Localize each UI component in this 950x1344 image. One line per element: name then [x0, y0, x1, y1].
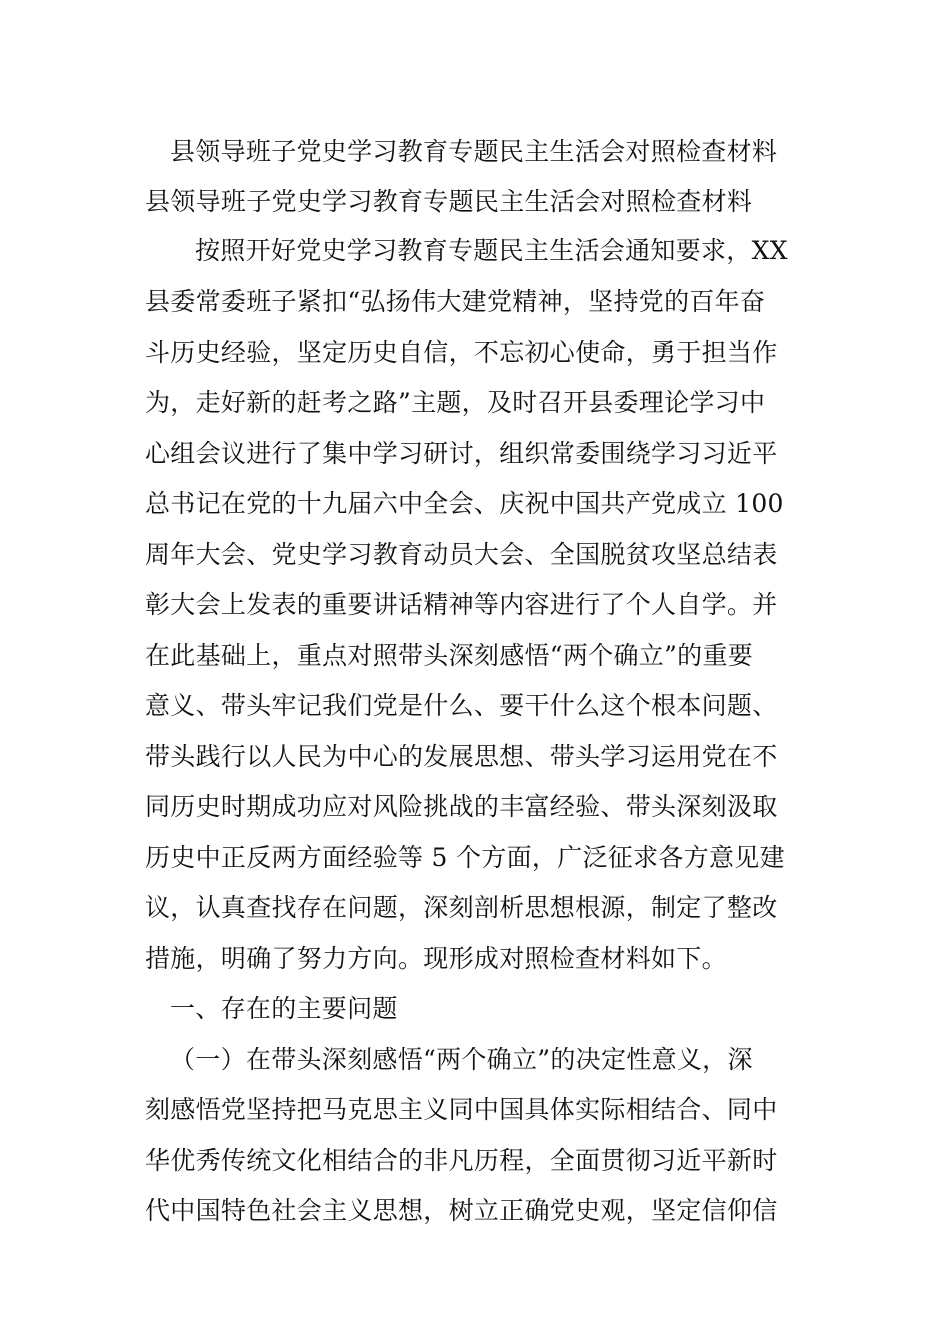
- paragraph-line: 历史中正反两方面经验等 5 个方面，广泛征求各方意见建: [145, 843, 785, 872]
- paragraph-line: 县委常委班子紧扣“弘扬伟大建党精神，坚持党的百年奋: [145, 287, 766, 316]
- paragraph-line: 总书记在党的十九届六中全会、庆祝中国共产党成立 100: [145, 489, 784, 518]
- paragraph-line: 带头践行以人民为中心的发展思想、带头学习运用党在不: [145, 742, 778, 771]
- paragraph-line: 心组会议进行了集中学习研讨，组织常委围绕学习习近平: [145, 439, 778, 468]
- paragraph-line: 彰大会上发表的重要讲话精神等内容进行了个人自学。并: [145, 590, 778, 619]
- paragraph-line: （一）在带头深刻感悟“两个确立”的决定性意义，深: [170, 1045, 753, 1074]
- paragraph-line: 刻感悟党坚持把马克思主义同中国具体实际相结合、同中: [145, 1095, 778, 1124]
- document-title: 县领导班子党史学习教育专题民主生活会对照检查材料: [170, 137, 778, 166]
- document-subtitle: 县领导班子党史学习教育专题民主生活会对照检查材料: [145, 187, 753, 216]
- paragraph-line: 斗历史经验，坚定历史自信，不忘初心使命，勇于担当作: [145, 338, 778, 367]
- paragraph-line: 措施，明确了努力方向。现形成对照检查材料如下。: [145, 944, 727, 973]
- paragraph-line: 同历史时期成功应对风险挑战的丰富经验、带头深刻汲取: [145, 792, 778, 821]
- paragraph-line: 意义、带头牢记我们党是什么、要干什么这个根本问题、: [145, 691, 778, 720]
- section-heading: 一、存在的主要问题: [170, 994, 398, 1023]
- paragraph-line: 在此基础上，重点对照带头深刻感悟“两个确立”的重要: [145, 641, 754, 670]
- paragraph-line: 按照开好党史学习教育专题民主生活会通知要求，XX: [195, 236, 788, 265]
- paragraph-line: 代中国特色社会主义思想，树立正确党史观，坚定信仰信: [145, 1196, 778, 1225]
- paragraph-line: 华优秀传统文化相结合的非凡历程，全面贯彻习近平新时: [145, 1146, 778, 1175]
- paragraph-line: 议，认真查找存在问题，深刻剖析思想根源，制定了整改: [145, 893, 778, 922]
- paragraph-line: 周年大会、党史学习教育动员大会、全国脱贫攻坚总结表: [145, 540, 778, 569]
- paragraph-line: 为，走好新的赶考之路”主题，及时召开县委理论学习中: [145, 388, 766, 417]
